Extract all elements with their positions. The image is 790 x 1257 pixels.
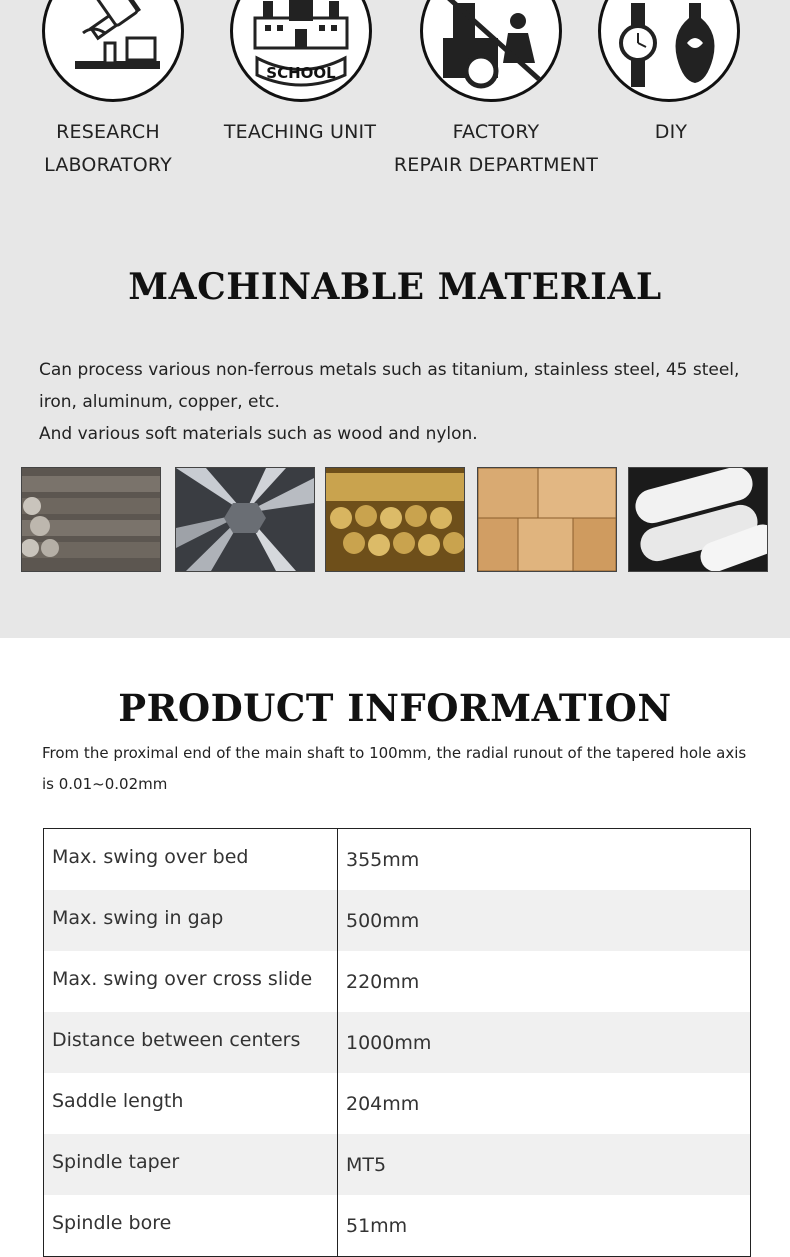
product-title: PRODUCT INFORMATION — [118, 686, 672, 730]
application-label-diy — [611, 116, 731, 149]
spec-label: Max. swing in gap — [44, 890, 338, 951]
label-line: RESEARCH — [56, 121, 160, 143]
brass-rods-image — [325, 467, 465, 572]
table-row — [44, 1134, 751, 1195]
materials-title: MACHINABLE MATERIAL — [128, 266, 662, 308]
materials-line-3: And various soft materials such as wood and nylon. — [39, 424, 478, 444]
spec-label: Spindle bore — [44, 1195, 338, 1257]
label-line: LABORATORY — [44, 154, 172, 176]
spec-label: Max. swing over cross slide — [44, 951, 338, 1012]
materials-line-1: Can process various non-ferrous metals such as titanium, stainless steel, 45 steel, — [39, 360, 740, 380]
materials-line-2: iron, aluminum, copper, etc. — [39, 392, 280, 412]
label-line: REPAIR DEPARTMENT — [393, 154, 599, 176]
spec-label: Spindle taper — [44, 1134, 338, 1195]
watch-vase-icon — [598, 0, 740, 102]
school-badge-text: SCHOOL — [266, 64, 336, 82]
factory-worker-icon — [420, 0, 562, 102]
label-line: DIY — [654, 121, 688, 143]
spec-value: 51mm — [346, 1214, 408, 1237]
spec-value: 500mm — [338, 890, 751, 951]
table-row — [44, 1195, 751, 1257]
materials-description — [39, 354, 759, 450]
spec-value: 204mm — [346, 1092, 420, 1115]
label-line: TEACHING UNIT — [223, 121, 377, 143]
nylon-rods-image — [628, 467, 768, 572]
stainless-hex-bars-image — [175, 467, 315, 572]
school-icon — [230, 0, 372, 102]
spec-value: 355mm — [346, 848, 420, 871]
table-row — [44, 829, 751, 891]
spec-value: 1000mm — [338, 1012, 751, 1073]
spec-value: MT5 — [338, 1134, 751, 1195]
table-row — [44, 1012, 751, 1073]
microscope-icon — [42, 0, 184, 102]
label-line: FACTORY — [452, 121, 540, 143]
application-label-factory — [376, 116, 616, 182]
table-row — [44, 1073, 751, 1134]
product-intro: From the proximal end of the main shaft to 100mm, the radial runout of the tapered hole axis is 0.01~0.02mm — [42, 744, 747, 793]
table-row — [44, 890, 751, 951]
spec-label: Distance between centers — [44, 1012, 338, 1073]
table-row — [44, 951, 751, 1012]
wood-blocks-image — [477, 467, 617, 572]
spec-label: Max. swing over bed — [44, 829, 338, 891]
spec-value: 220mm — [346, 970, 420, 993]
application-label-teaching — [200, 116, 400, 149]
spec-label: Saddle length — [44, 1073, 338, 1134]
steel-rods-image — [21, 467, 161, 572]
application-label-research — [8, 116, 208, 182]
spec-table — [43, 828, 751, 1257]
